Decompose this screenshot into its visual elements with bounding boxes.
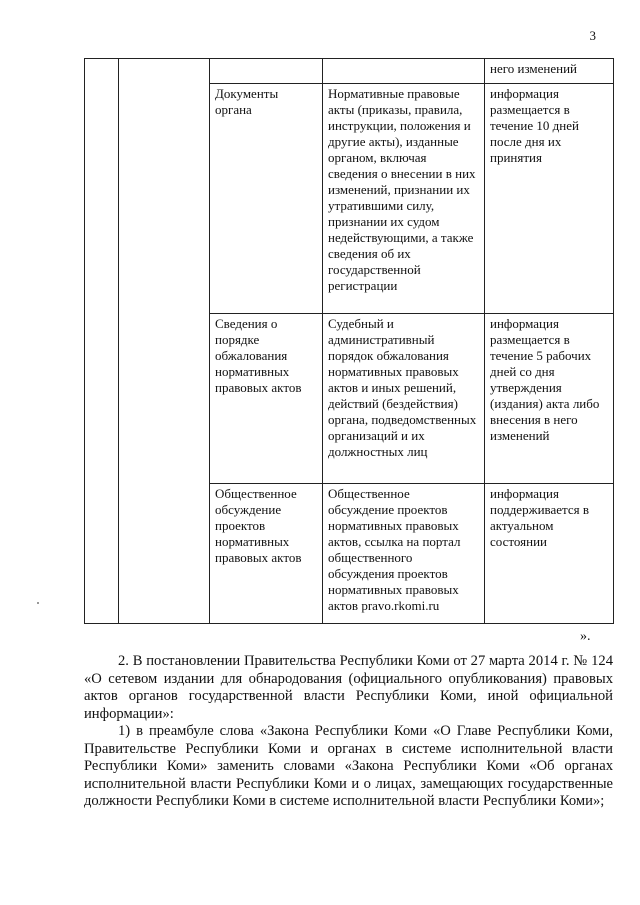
information-table bbox=[84, 58, 614, 624]
section-content-cell: Общественное обсуждение проектов нормативных правовых актов, ссылка на портал общественного обсуждения проектов нормативных правовых актов pravo.rkomi.ru bbox=[323, 484, 485, 624]
section-content-cell: Судебный и административный порядок обжалования нормативных правовых актов и иных решений, действий (бездействия) органа, подведомственных организаций и их должностных лиц bbox=[323, 314, 485, 484]
section-content-cell: Нормативные правовые акты (приказы, правила, инструкции, положения и другие акты), изданные органом, включая сведения о внесении в них изменений, признании их утратившими силу, признании их судом недействующими, а также сведения об их государственной регистрации bbox=[323, 84, 485, 314]
section-term-cell: него изменений bbox=[485, 59, 614, 84]
paragraph: 2. В постановлении Правительства Республики Коми от 27 марта 2014 г. № 124 «О сетевом издании для обнародования (официального опубликования) правовых актов органов государственной власти Республики Коми, иной официальной информации»: bbox=[84, 653, 613, 722]
number-cell bbox=[85, 59, 119, 624]
section-name-cell: Документы органа bbox=[210, 84, 323, 314]
section-term-cell: информация размещается в течение 5 рабочих дней со дня утверждения (издания) акта либо внесения в него изменений bbox=[485, 314, 614, 484]
closing-quote: ». bbox=[580, 629, 591, 644]
table-row bbox=[85, 59, 614, 84]
category-cell bbox=[119, 59, 210, 624]
section-content-cell bbox=[323, 59, 485, 84]
scan-speck bbox=[37, 602, 39, 604]
document-body bbox=[84, 653, 613, 811]
section-term-cell: информация размещается в течение 10 дней после дня их принятия bbox=[485, 84, 614, 314]
section-name-cell: Общественное обсуждение проектов нормативных правовых актов bbox=[210, 484, 323, 624]
section-name-cell: Сведения о порядке обжалования нормативных правовых актов bbox=[210, 314, 323, 484]
page-number: 3 bbox=[589, 28, 596, 43]
section-name-cell bbox=[210, 59, 323, 84]
section-term-cell: информация поддерживается в актуальном состоянии bbox=[485, 484, 614, 624]
paragraph: 1) в преамбуле слова «Закона Республики Коми «О Главе Республики Коми, Правительстве Республики Коми и органах в системе исполнительной власти Республики Коми» заменить словами «Закона Республики Коми «Об органах исполнительной власти Республики Коми и о лицах, замещающих государственные должности Республики Коми в системе исполнительной власти Республики Коми»; bbox=[84, 723, 613, 809]
